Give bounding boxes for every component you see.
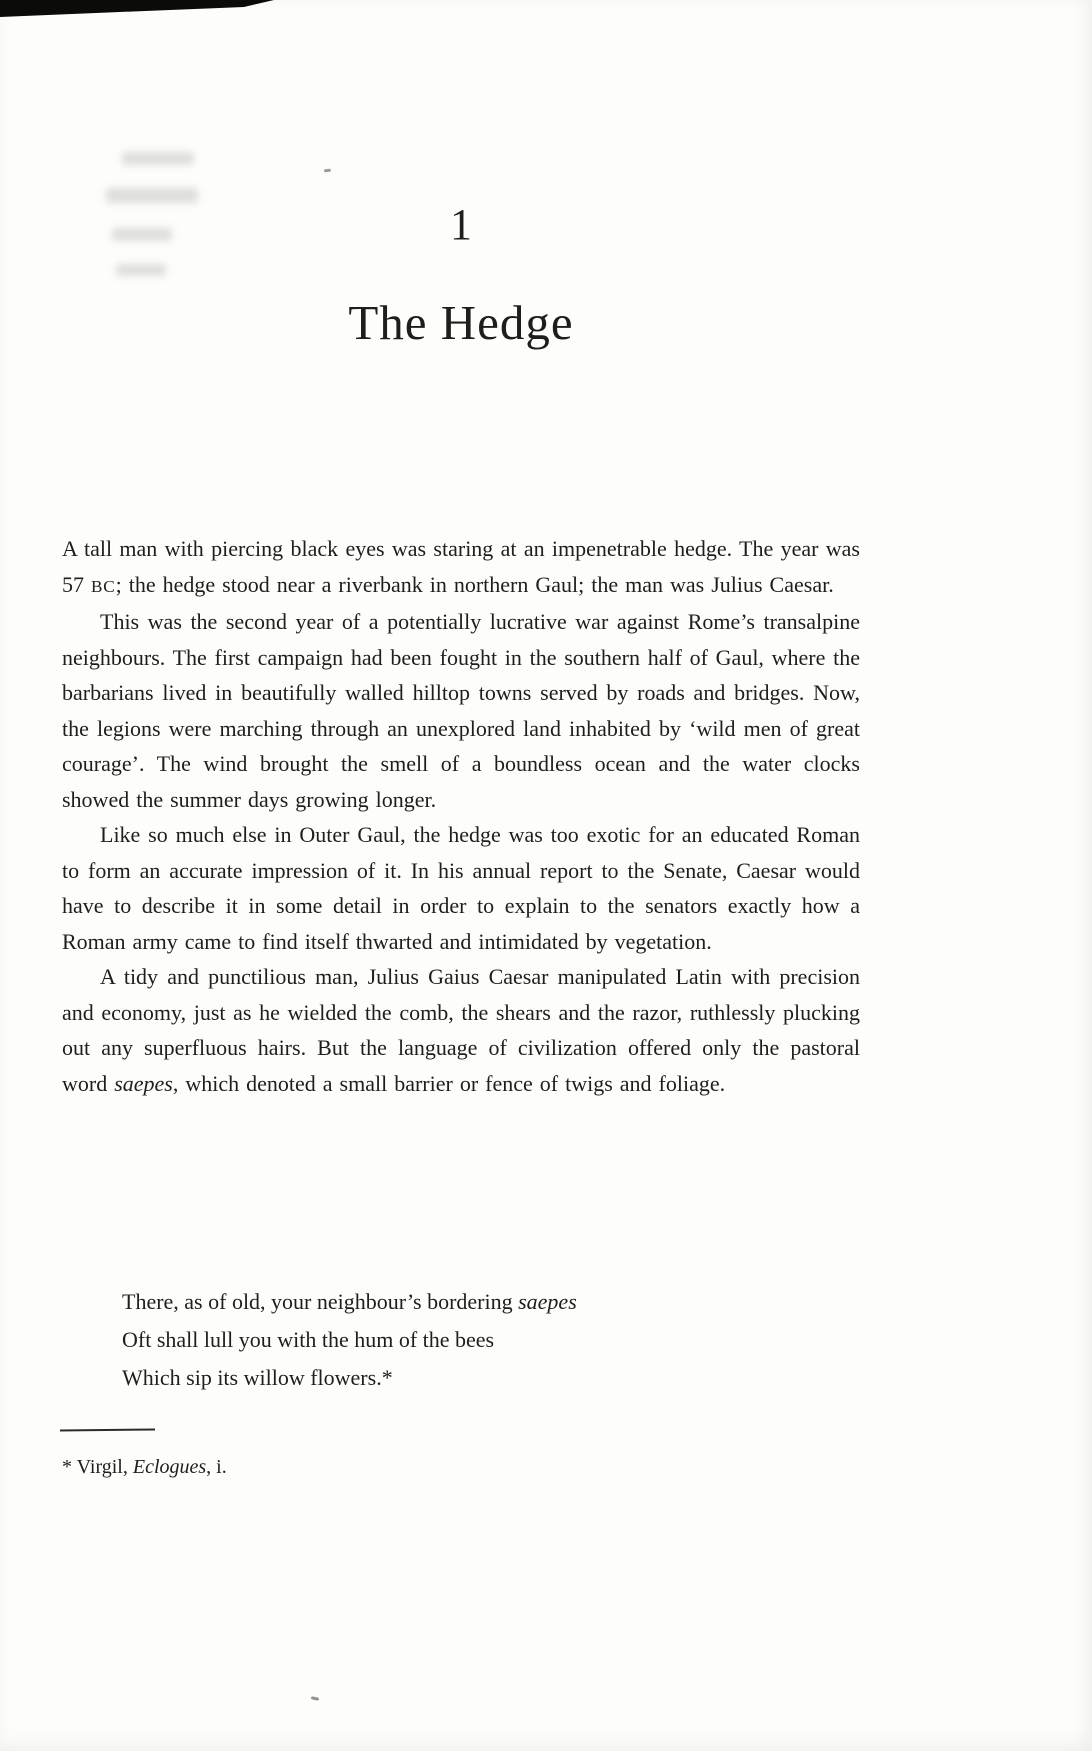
text-run: , i.: [206, 1456, 227, 1478]
chapter-title: The Hedge: [348, 295, 574, 350]
paragraph: [62, 531, 860, 604]
verse-line: [122, 1321, 762, 1359]
footnote: [62, 1452, 762, 1482]
paragraph: [62, 604, 860, 817]
text-run: A tidy and punctilious man, Julius Gaius Caesar manipulated Latin with precision and economy, just as he wielded the comb, the shears and the razor, ruthlessly plucking out any superfluous hairs. But the language of civilization offered only the pastoral word: [62, 964, 860, 1096]
paragraph: [62, 817, 860, 959]
text-run: * Virgil,: [62, 1456, 133, 1478]
text-run: There, as of old, your neighbour’s bordering: [122, 1289, 519, 1314]
text-run: ; the hedge stood near a riverbank in northern Gaul; the man was Julius Caesar.: [115, 571, 834, 597]
showthrough-artifact: [122, 152, 194, 165]
text-run: Like so much else in Outer Gaul, the hedge was too exotic for an educated Roman to form an accurate impression of it. In his annual report to the Senate, Caesar would have to describe it in some detail in order to explain to the senators exactly how a Roman army came to find itself thwarted and intimidated by vegetation.: [62, 822, 860, 954]
verse-line: [122, 1359, 762, 1397]
verse-quote: [122, 1283, 762, 1397]
chapter-number: 1: [450, 200, 472, 249]
text-run: Which sip its willow flowers.*: [122, 1365, 393, 1390]
body-paragraphs: [62, 531, 860, 1101]
text-run-italic: saepes: [114, 1070, 173, 1096]
scan-corner-artifact: [0, 0, 274, 19]
text-run: A tall man with piercing black eyes was staring at an impenetrable hedge. The year was 57: [62, 536, 860, 597]
scan-speck: [324, 169, 331, 173]
text-run-italic: saepes: [518, 1289, 577, 1314]
text-run-smallcaps: BC: [91, 576, 116, 596]
verse-line: [122, 1283, 762, 1321]
footnote-rule: [60, 1429, 155, 1432]
text-run: , which denoted a small barrier or fence of twigs and foliage.: [172, 1070, 726, 1096]
text-run: Oft shall lull you with the hum of the bees: [122, 1327, 495, 1352]
paragraph: [62, 959, 860, 1101]
scan-speck: [311, 1696, 319, 1701]
showthrough-artifact: [116, 264, 166, 276]
text-run-italic: Eclogues: [132, 1456, 207, 1478]
text-run: This was the second year of a potentially lucrative war against Rome’s transalpine neighbours. The first campaign had been fought in the southern half of Gaul, where the barbarians lived in beautifully walled hilltop towns served by roads and bridges. Now, the legions were marching through an unexplored land inhabited by ‘wild men of great courage’. The wind brought the smell of a boundless ocean and the water clocks showed the summer days growing longer.: [62, 609, 860, 812]
